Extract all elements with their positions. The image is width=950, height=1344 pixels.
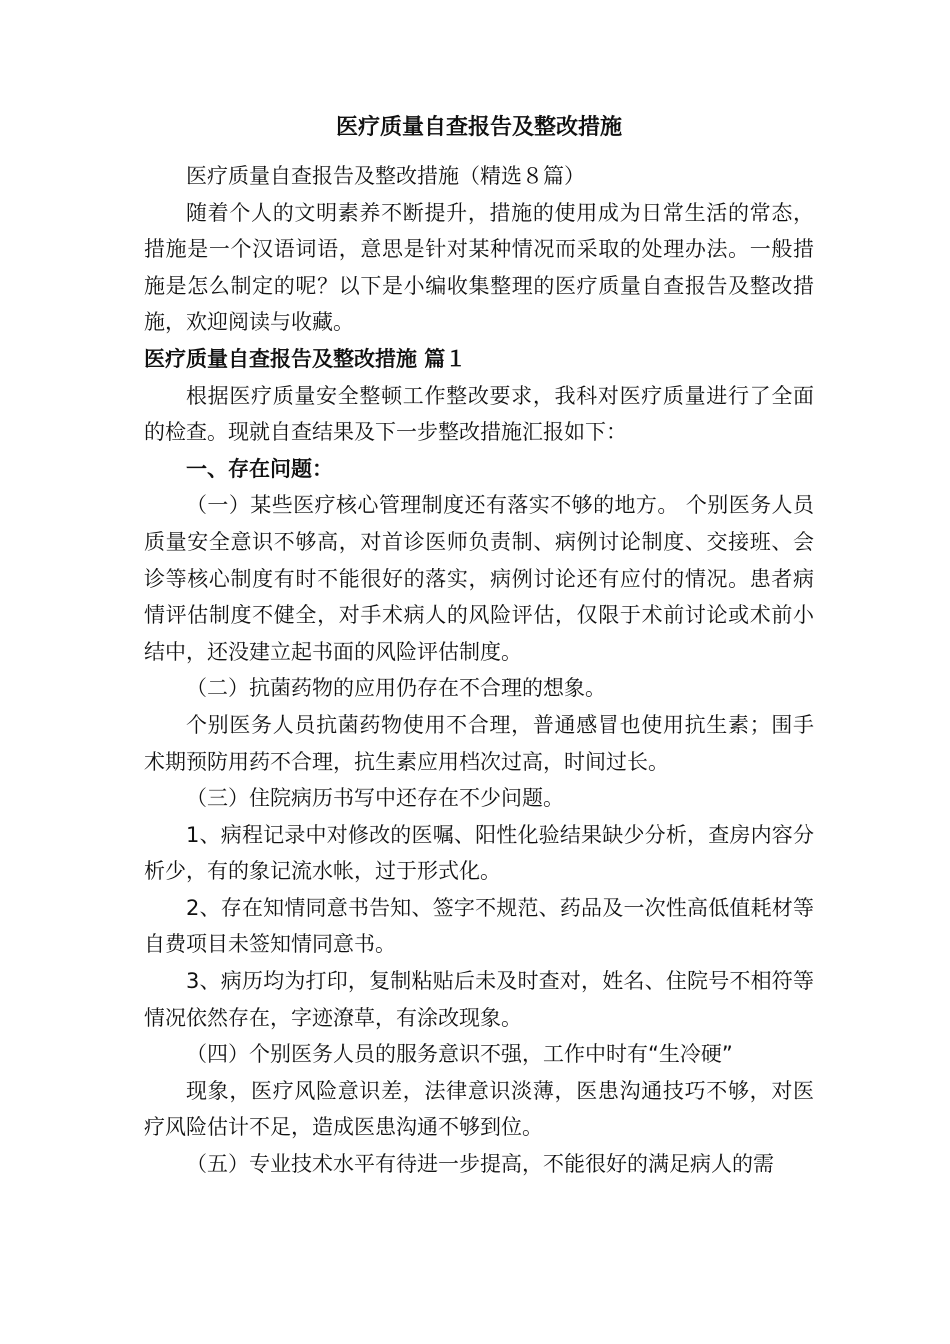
- section-heading: 一、存在问题：: [186, 456, 333, 481]
- paragraph: 1、病程记录中对修改的医嘱、阳性化验结果缺少分析，查房内容分析少，有的象记流水帐，过于形式化。: [144, 822, 814, 884]
- document-title: 医疗质量自查报告及整改措施: [335, 115, 622, 140]
- paragraph: 医疗质量自查报告及整改措施（精选８篇）: [186, 164, 585, 188]
- paragraph: （三）住院病历书写中还存在不少问题。: [186, 786, 564, 811]
- paragraph: 个别医务人员抗菌药物使用不合理，普通感冒也使用抗生素；围手术期预防用药不合理，抗生素应用档次过高，时间过长。: [144, 712, 814, 774]
- paragraph: 3、病历均为打印，复制粘贴后未及时查对，姓名、住院号不相符等情况依然存在，字迹潦草，有涂改现象。: [144, 969, 814, 1030]
- section-heading: 医疗质量自查报告及整改措施 篇１: [144, 346, 467, 371]
- paragraph: （二）抗菌药物的应用仍存在不合理的想象。: [186, 676, 606, 701]
- paragraph: （五）专业技术水平有待进一步提高，不能很好的满足病人的需: [186, 1152, 774, 1177]
- paragraph: 现象，医疗风险意识差，法律意识淡薄，医患沟通技巧不够，对医疗风险估计不足，造成医患沟通不够到位。: [144, 1078, 814, 1140]
- paragraph: （四）个别医务人员的服务意识不强，工作中时有“生冷硬”: [186, 1042, 733, 1067]
- paragraph: 2、存在知情同意书告知、签字不规范、药品及一次性高低值耗材等自费项目未签知情同意书。: [144, 895, 814, 957]
- paragraph: （一）某些医疗核心管理制度还有落实不够的地方。 个别医务人员质量安全意识不够高，对首诊医师负责制、病例讨论制度、交接班、会诊等核心制度有时不能很好的落实，病例讨论还有应付的情况。患者病情评估制度不健全，对手术病人的风险评估，仅限于术前讨论或术前小结中，还没建立起书面的风险评估制度。: [144, 493, 814, 664]
- document-body: [144, 158, 814, 1183]
- document-page: [144, 104, 814, 1183]
- paragraph: 根据医疗质量安全整顿工作整改要求，我科对医疗质量进行了全面的检查。现就自查结果及下一步整改措施汇报如下：: [144, 383, 814, 445]
- paragraph: 随着个人的文明素养不断提升，措施的使用成为日常生活的常态，措施是一个汉语词语，意思是针对某种情况而采取的处理办法。一般措施是怎么制定的呢？以下是小编收集整理的医疗质量自查报告及整改措施，欢迎阅读与收藏。: [144, 200, 814, 335]
